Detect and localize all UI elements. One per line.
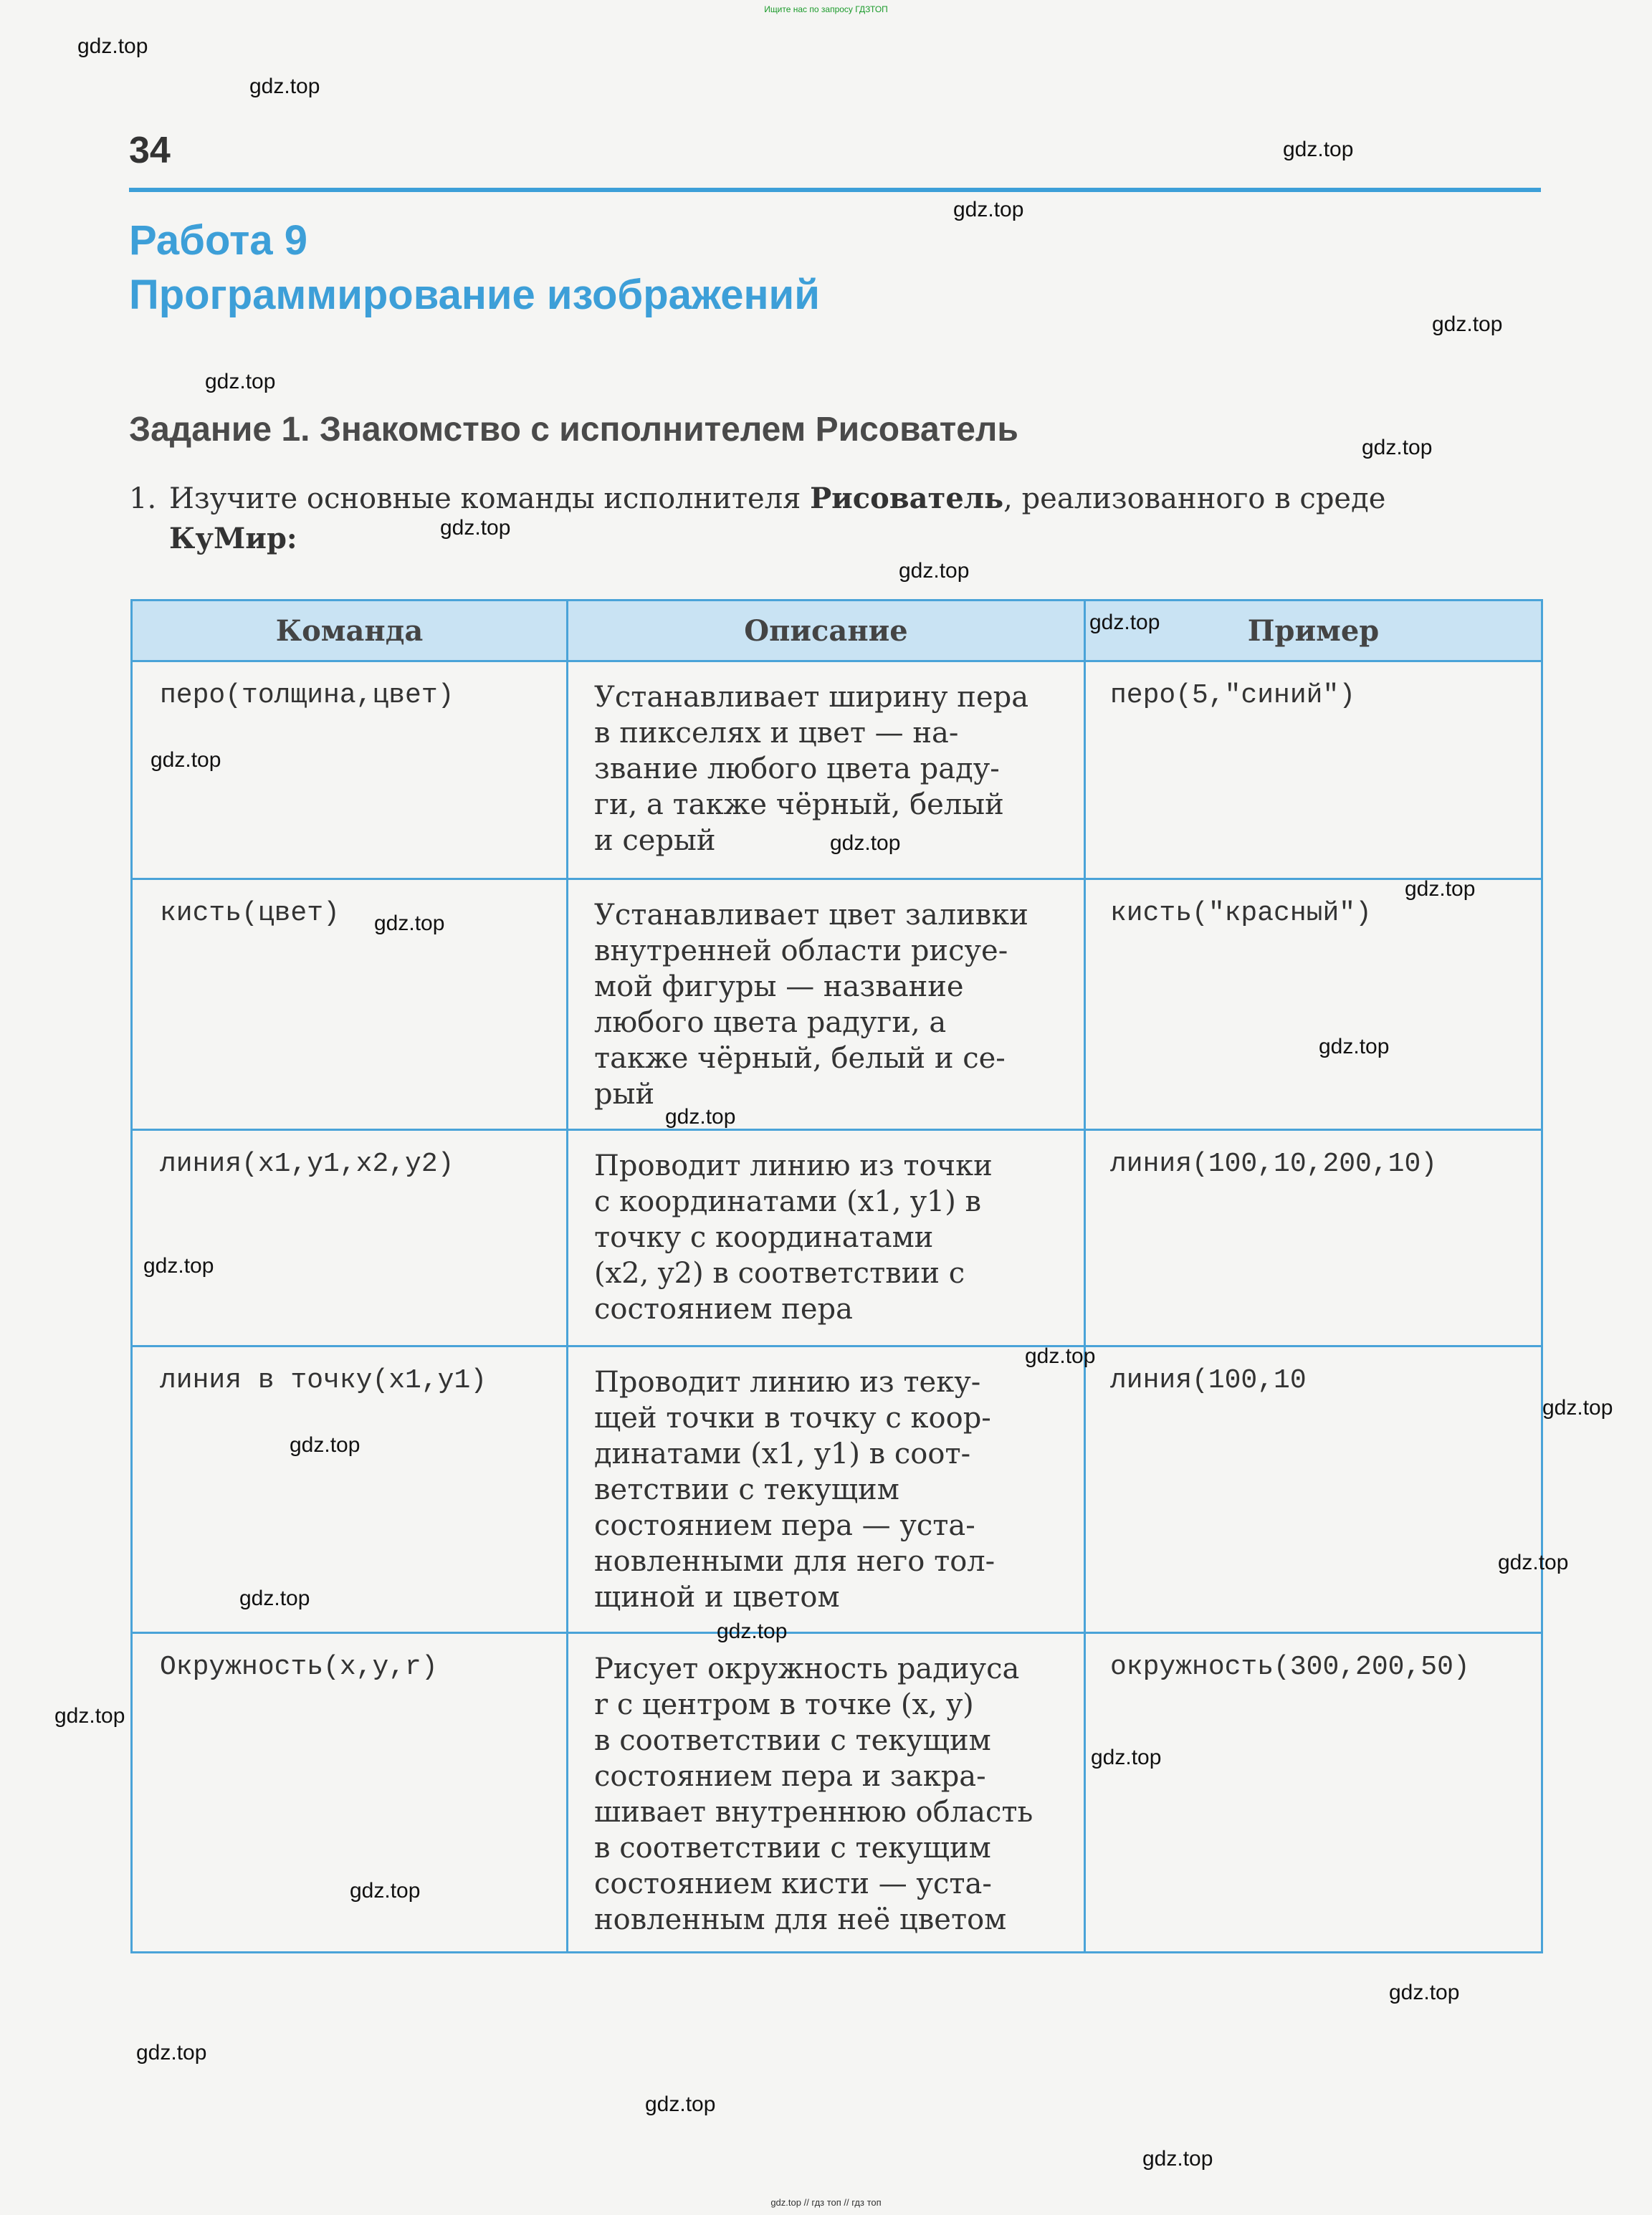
watermark: gdz.top: [205, 370, 276, 393]
description-line: щиной и цветом: [594, 1581, 840, 1614]
watermark: gdz.top: [440, 516, 511, 540]
description-line: динатами (x1, y1) в соот-: [594, 1437, 971, 1470]
watermark: gdz.top: [374, 912, 445, 935]
watermark: gdz.top: [1319, 1035, 1390, 1058]
watermark: gdz.top: [54, 1704, 125, 1728]
description-line: (x2, y2) в соответствии с: [594, 1257, 965, 1290]
description-line: любого цвета радуги, а: [594, 1006, 947, 1039]
task-title: Задание 1. Знакомство с исполнителем Рисователь: [129, 411, 1018, 449]
command-cell: линия(x1,y1,x2,y2): [132, 1130, 568, 1346]
description-line: ветствии с текущим: [594, 1473, 899, 1506]
work-title-line1: Работа 9: [129, 217, 308, 264]
watermark: gdz.top: [1405, 877, 1476, 901]
watermark: gdz.top: [717, 1620, 788, 1643]
header-description: Описание: [568, 601, 1085, 661]
description-line: состоянием пера — уста-: [594, 1509, 975, 1542]
watermark: gdz.top: [1089, 611, 1160, 634]
header-example: Пример: [1085, 601, 1542, 661]
table-header-row: [132, 601, 1542, 661]
page-number: 34: [129, 130, 171, 171]
watermark: gdz.top: [151, 748, 221, 772]
example-cell: кисть("красный"): [1085, 879, 1542, 1130]
watermark: gdz.top: [953, 198, 1024, 221]
command-cell: перо(толщина,цвет): [132, 661, 568, 879]
watermark: gdz.top: [1498, 1551, 1569, 1574]
watermark: gdz.top: [1142, 2147, 1213, 2171]
description-cell: [568, 661, 1085, 879]
description-line: внутренней области рисуе-: [594, 934, 1008, 967]
description-line: рый: [594, 1078, 655, 1111]
watermark: gdz.top: [1091, 1746, 1162, 1769]
example-cell: линия(100,10: [1085, 1346, 1542, 1633]
watermark: gdz.top: [350, 1879, 421, 1903]
header-rule: [129, 188, 1541, 192]
description-line: Проводит линию из точки: [594, 1149, 993, 1182]
description-line: шивает внутреннюю область: [594, 1796, 1033, 1829]
watermark: gdz.top: [1283, 138, 1354, 161]
bottom-banner: gdz.top // гдз топ // гдз топ: [770, 2197, 882, 2208]
table-row: [132, 1633, 1542, 1953]
table-row: [132, 879, 1542, 1130]
item-number: 1.: [129, 482, 157, 515]
watermark: gdz.top: [239, 1587, 310, 1610]
watermark: gdz.top: [899, 559, 970, 583]
watermark: gdz.top: [1542, 1396, 1613, 1420]
description-line: точку с координатами: [594, 1221, 934, 1254]
description-line: также чёрный, белый и се-: [594, 1042, 1006, 1075]
description-line: Устанавливает цвет заливки: [594, 899, 1028, 932]
description-line: и серый: [594, 824, 716, 857]
description-cell: [568, 1633, 1085, 1953]
table-row: [132, 1346, 1542, 1633]
example-cell: перо(5,"синий"): [1085, 661, 1542, 879]
watermark: gdz.top: [77, 34, 148, 58]
description-line: в соответствии с текущим: [594, 1724, 991, 1757]
task-intro: [129, 479, 1541, 559]
description-line: Устанавливает ширину пера: [594, 681, 1029, 714]
description-line: Рисует окружность радиуса: [594, 1652, 1020, 1685]
description-line: Проводит линию из теку-: [594, 1366, 981, 1399]
watermark: gdz.top: [1025, 1344, 1096, 1368]
description-cell: [568, 1130, 1085, 1346]
description-line: звание любого цвета раду-: [594, 752, 1000, 785]
watermark: gdz.top: [1389, 1981, 1460, 2004]
watermark: gdz.top: [1362, 436, 1433, 459]
work-title-line2: Программирование изображений: [129, 272, 820, 318]
commands-table: [130, 599, 1543, 1953]
intro-text-part2: , реализованного в среде: [1003, 482, 1386, 515]
watermark: gdz.top: [136, 2041, 207, 2065]
description-cell: [568, 1346, 1085, 1633]
watermark: gdz.top: [645, 2092, 716, 2116]
description-line: в пикселях и цвет — на-: [594, 717, 959, 750]
example-cell: окружность(300,200,50): [1085, 1633, 1542, 1953]
watermark: gdz.top: [830, 831, 901, 855]
description-line: состоянием кисти — уста-: [594, 1867, 992, 1900]
example-cell: линия(100,10,200,10): [1085, 1130, 1542, 1346]
work-title: [129, 214, 820, 322]
intro-bold-env: КуМир: [169, 522, 287, 555]
header-command: Команда: [132, 601, 568, 661]
description-line: r с центром в точке (x, y): [594, 1688, 974, 1721]
description-line: мой фигуры — название: [594, 970, 964, 1003]
command-cell: Окружность(x,y,r): [132, 1633, 568, 1953]
description-line: с координатами (x1, y1) в: [594, 1185, 982, 1218]
description-cell: [568, 879, 1085, 1130]
watermark: gdz.top: [290, 1433, 361, 1457]
watermark: gdz.top: [249, 75, 320, 98]
description-line: новленным для неё цветом: [594, 1903, 1007, 1936]
intro-text-part1: Изучите основные команды исполнителя: [169, 482, 811, 515]
description-line: в соответствии с текущим: [594, 1832, 991, 1865]
description-line: новленными для него тол-: [594, 1545, 996, 1578]
description-line: щей точки в точку с коор-: [594, 1402, 991, 1435]
intro-bold-executor: Рисователь: [810, 482, 1004, 515]
description-line: состоянием пера: [594, 1293, 853, 1326]
description-line: ги, а также чёрный, белый: [594, 788, 1004, 821]
command-cell: кисть(цвет): [132, 879, 568, 1130]
watermark: gdz.top: [143, 1254, 214, 1278]
description-line: состоянием пера и закра-: [594, 1760, 986, 1793]
intro-text-part3: :: [286, 522, 297, 555]
watermark: gdz.top: [665, 1105, 736, 1129]
table-row: [132, 1130, 1542, 1346]
watermark: gdz.top: [1432, 312, 1503, 336]
top-banner: Ищите нас по запросу ГДЗТОП: [764, 4, 888, 14]
command-cell: линия в точку(x1,y1): [132, 1346, 568, 1633]
